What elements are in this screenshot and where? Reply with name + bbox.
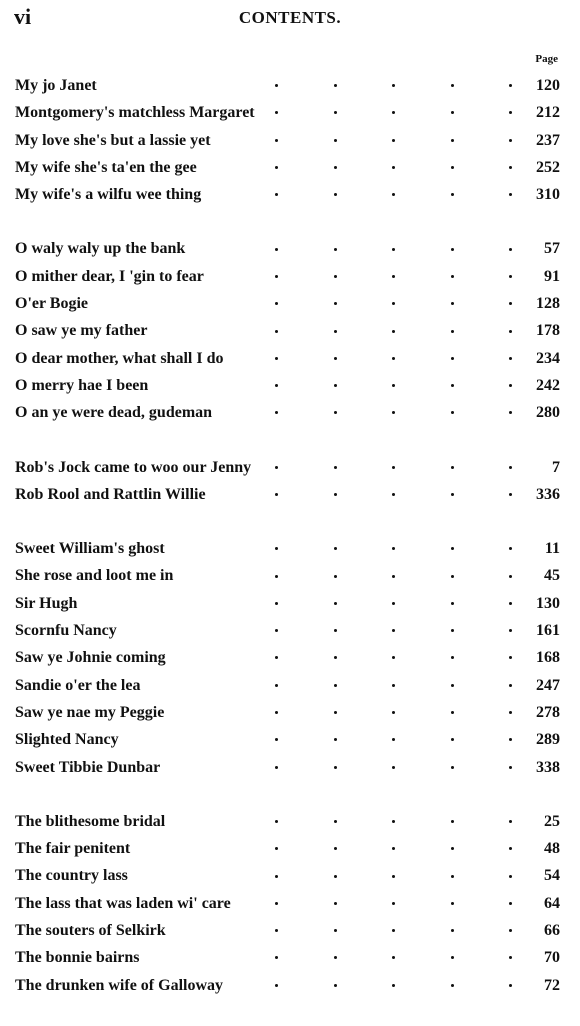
dot-leader [275, 944, 512, 971]
dot-leader [275, 644, 512, 671]
dot-leader [275, 535, 512, 562]
leader-dot [451, 875, 454, 878]
toc-entry [15, 808, 560, 835]
leader-dot [451, 656, 454, 659]
toc-entry-page: 45 [544, 567, 560, 585]
leader-dot [334, 384, 337, 387]
leader-dot [392, 166, 395, 169]
toc-entry-page: 278 [536, 703, 560, 721]
toc-entry [15, 699, 560, 726]
leader-dot [392, 357, 395, 360]
toc-entry-page: 48 [544, 840, 560, 858]
toc-entry-page: 11 [544, 540, 560, 558]
toc-entry [15, 481, 560, 508]
toc-group [15, 535, 560, 781]
toc-entry-page: 289 [536, 731, 560, 749]
toc-entry-title: My wife she's ta'en the gee [15, 158, 197, 176]
toc-entry-page: 25 [544, 812, 560, 830]
toc-entry-title: O an ye were dead, gudeman [15, 404, 213, 422]
dot-leader [275, 590, 512, 617]
leader-dot [334, 466, 337, 469]
leader-dot [392, 738, 395, 741]
leader-dot [275, 875, 278, 878]
toc-group [15, 72, 560, 208]
toc-entry [15, 862, 560, 889]
leader-dot [509, 248, 512, 251]
page-number: vi [14, 4, 32, 29]
leader-dot [392, 275, 395, 278]
toc-entry-title: The souters of Selkirk [15, 922, 166, 940]
leader-dot [392, 602, 395, 605]
leader-dot [451, 193, 454, 196]
leader-dot [451, 166, 454, 169]
leader-dot [392, 466, 395, 469]
leader-dot [392, 902, 395, 905]
leader-dot [334, 629, 337, 632]
toc-entry-page: 247 [536, 676, 560, 694]
toc-entry [15, 672, 560, 699]
leader-dot [392, 929, 395, 932]
toc-entry [15, 562, 560, 589]
leader-dot [451, 575, 454, 578]
leader-dot [509, 493, 512, 496]
leader-dot [392, 847, 395, 850]
leader-dot [334, 711, 337, 714]
dot-leader [275, 290, 512, 317]
toc-entry-title: The lass that was laden wi' care [15, 894, 231, 912]
leader-dot [334, 738, 337, 741]
toc-entry-page: 336 [536, 485, 560, 503]
leader-dot [275, 275, 278, 278]
toc-entry [15, 345, 560, 372]
toc-entry-page: 54 [544, 867, 560, 885]
toc-entry-title: The blithesome bridal [15, 812, 166, 830]
leader-dot [334, 902, 337, 905]
toc-entry [15, 890, 560, 917]
leader-dot [275, 248, 278, 251]
toc-entry-page: 57 [544, 240, 560, 258]
toc-entry-page: 242 [536, 376, 560, 394]
toc-entry-page: 128 [536, 295, 560, 313]
leader-dot [451, 929, 454, 932]
toc-entry-title: The bonnie bairns [15, 949, 140, 967]
leader-dot [451, 248, 454, 251]
leader-dot [334, 357, 337, 360]
leader-dot [451, 847, 454, 850]
leader-dot [392, 84, 395, 87]
leader-dot [451, 466, 454, 469]
leader-dot [392, 656, 395, 659]
leader-dot [275, 629, 278, 632]
dot-leader [275, 726, 512, 753]
leader-dot [451, 984, 454, 987]
leader-dot [334, 684, 337, 687]
leader-dot [509, 275, 512, 278]
leader-dot [392, 248, 395, 251]
toc-entry-title: O dear mother, what shall I do [15, 349, 224, 367]
leader-dot [275, 330, 278, 333]
leader-dot [509, 84, 512, 87]
leader-dot [392, 411, 395, 414]
dot-leader [275, 154, 512, 181]
dot-leader [275, 72, 512, 99]
leader-dot [334, 547, 337, 550]
leader-dot [275, 984, 278, 987]
leader-dot [275, 602, 278, 605]
dot-leader [275, 235, 512, 262]
toc-entry-title: My love she's but a lassie yet [15, 131, 211, 149]
leader-dot [334, 139, 337, 142]
toc-entry [15, 726, 560, 753]
toc-entry-page: 212 [536, 104, 560, 122]
leader-dot [275, 302, 278, 305]
leader-dot [509, 139, 512, 142]
dot-leader [275, 481, 512, 508]
dot-leader [275, 127, 512, 154]
leader-dot [275, 193, 278, 196]
toc-entry [15, 754, 560, 781]
leader-dot [334, 766, 337, 769]
leader-dot [392, 711, 395, 714]
leader-dot [451, 357, 454, 360]
dot-leader [275, 699, 512, 726]
leader-dot [334, 875, 337, 878]
toc-entry-title: Montgomery's matchless Margaret [15, 104, 255, 122]
leader-dot [509, 847, 512, 850]
leader-dot [509, 956, 512, 959]
toc-entry-title: O waly waly up the bank [15, 240, 186, 258]
toc-entry-page: 72 [544, 976, 560, 994]
leader-dot [275, 547, 278, 550]
page-header [14, 4, 566, 32]
leader-dot [275, 956, 278, 959]
dot-leader [275, 263, 512, 290]
toc-entry [15, 944, 560, 971]
leader-dot [451, 766, 454, 769]
leader-dot [509, 984, 512, 987]
leader-dot [334, 166, 337, 169]
toc-entry [15, 399, 560, 426]
leader-dot [275, 766, 278, 769]
leader-dot [275, 411, 278, 414]
toc-entry-page: 234 [536, 349, 560, 367]
toc-entry-title: O'er Bogie [15, 295, 89, 313]
leader-dot [275, 493, 278, 496]
leader-dot [451, 547, 454, 550]
toc-entry [15, 454, 560, 481]
toc-group [15, 454, 560, 509]
toc-entry [15, 972, 560, 999]
leader-dot [509, 357, 512, 360]
leader-dot [334, 411, 337, 414]
toc-entry [15, 535, 560, 562]
toc-entry-page: 338 [536, 758, 560, 776]
toc-entry [15, 263, 560, 290]
toc-entry-title: My wife's a wilfu wee thing [15, 186, 202, 204]
toc-entry-title: O mither dear, I 'gin to fear [15, 267, 204, 285]
leader-dot [451, 139, 454, 142]
leader-dot [392, 984, 395, 987]
toc-entry-title: Slighted Nancy [15, 731, 119, 749]
leader-dot [275, 656, 278, 659]
dot-leader [275, 399, 512, 426]
leader-dot [509, 602, 512, 605]
leader-dot [451, 493, 454, 496]
toc-entry-page: 178 [536, 322, 560, 340]
leader-dot [509, 466, 512, 469]
leader-dot [509, 711, 512, 714]
leader-dot [275, 384, 278, 387]
leader-dot [275, 684, 278, 687]
leader-dot [509, 411, 512, 414]
toc-entry-title: The country lass [15, 867, 128, 885]
toc-entry [15, 127, 560, 154]
toc-entry [15, 154, 560, 181]
leader-dot [451, 738, 454, 741]
leader-dot [392, 575, 395, 578]
toc-entry [15, 181, 560, 208]
leader-dot [392, 111, 395, 114]
leader-dot [451, 711, 454, 714]
leader-dot [275, 738, 278, 741]
toc-entry-title: Rob Rool and Rattlin Willie [15, 485, 206, 503]
dot-leader [275, 454, 512, 481]
leader-dot [275, 166, 278, 169]
leader-dot [451, 275, 454, 278]
toc-entry-title: O merry hae I been [15, 376, 149, 394]
leader-dot [275, 711, 278, 714]
toc-entry-page: 7 [552, 458, 560, 476]
leader-dot [451, 820, 454, 823]
leader-dot [334, 275, 337, 278]
toc-entry-title: The fair penitent [15, 840, 131, 858]
toc-entry [15, 290, 560, 317]
leader-dot [509, 902, 512, 905]
leader-dot [392, 493, 395, 496]
dot-leader [275, 672, 512, 699]
leader-dot [451, 629, 454, 632]
leader-dot [451, 411, 454, 414]
leader-dot [392, 956, 395, 959]
leader-dot [451, 384, 454, 387]
leader-dot [509, 547, 512, 550]
leader-dot [509, 302, 512, 305]
toc-entry-title: Saw ye Johnie coming [15, 649, 166, 667]
toc-entry [15, 317, 560, 344]
toc-entry-page: 66 [544, 922, 560, 940]
toc-entry-title: My jo Janet [15, 77, 97, 94]
leader-dot [392, 629, 395, 632]
toc-entry-title: Saw ye nae my Peggie [15, 703, 165, 721]
leader-dot [451, 902, 454, 905]
dot-leader [275, 972, 512, 999]
dot-leader [275, 99, 512, 126]
dot-leader [275, 890, 512, 917]
leader-dot [509, 111, 512, 114]
toc-entry-page: 310 [536, 186, 560, 204]
toc-entry-title: Sweet William's ghost [15, 540, 165, 558]
toc-entry [15, 590, 560, 617]
dot-leader [275, 835, 512, 862]
dot-leader [275, 754, 512, 781]
leader-dot [275, 84, 278, 87]
toc-entry-title: O saw ye my father [15, 322, 148, 340]
dot-leader [275, 917, 512, 944]
leader-dot [392, 766, 395, 769]
dot-leader [275, 181, 512, 208]
toc-entry [15, 617, 560, 644]
leader-dot [392, 547, 395, 550]
leader-dot [392, 330, 395, 333]
dot-leader [275, 345, 512, 372]
leader-dot [509, 575, 512, 578]
leader-dot [275, 357, 278, 360]
dot-leader [275, 808, 512, 835]
toc-entry-title: Sir Hugh [15, 594, 78, 612]
leader-dot [334, 193, 337, 196]
leader-dot [334, 493, 337, 496]
leader-dot [509, 193, 512, 196]
toc-entry [15, 835, 560, 862]
table-of-contents [15, 72, 560, 1026]
leader-dot [509, 820, 512, 823]
leader-dot [275, 575, 278, 578]
leader-dot [509, 875, 512, 878]
leader-dot [509, 166, 512, 169]
leader-dot [451, 111, 454, 114]
leader-dot [275, 466, 278, 469]
leader-dot [509, 766, 512, 769]
toc-entry [15, 917, 560, 944]
leader-dot [451, 684, 454, 687]
toc-entry-page: 168 [536, 649, 560, 667]
leader-dot [392, 384, 395, 387]
toc-entry-title: Sweet Tibbie Dunbar [15, 758, 161, 776]
toc-entry [15, 372, 560, 399]
leader-dot [392, 875, 395, 878]
leader-dot [334, 248, 337, 251]
toc-entry-page: 161 [536, 622, 560, 640]
toc-entry-page: 91 [544, 267, 560, 285]
leader-dot [334, 330, 337, 333]
leader-dot [509, 656, 512, 659]
toc-entry-title: Sandie o'er the lea [15, 676, 141, 694]
toc-entry-title: The drunken wife of Galloway [15, 976, 224, 994]
dot-leader [275, 372, 512, 399]
toc-group [15, 235, 560, 426]
leader-dot [334, 820, 337, 823]
toc-entry-page: 280 [536, 404, 560, 422]
leader-dot [334, 656, 337, 659]
leader-dot [392, 193, 395, 196]
toc-entry [15, 235, 560, 262]
leader-dot [392, 302, 395, 305]
leader-dot [334, 984, 337, 987]
leader-dot [392, 139, 395, 142]
dot-leader [275, 562, 512, 589]
leader-dot [451, 84, 454, 87]
leader-dot [451, 302, 454, 305]
leader-dot [392, 684, 395, 687]
leader-dot [392, 820, 395, 823]
leader-dot [509, 629, 512, 632]
leader-dot [334, 929, 337, 932]
toc-entry [15, 99, 560, 126]
leader-dot [275, 820, 278, 823]
dot-leader [275, 617, 512, 644]
toc-group [15, 808, 560, 999]
leader-dot [334, 111, 337, 114]
dot-leader [275, 317, 512, 344]
toc-entry [15, 644, 560, 671]
toc-entry-page: 120 [536, 77, 560, 94]
leader-dot [275, 902, 278, 905]
toc-entry-page: 70 [544, 949, 560, 967]
leader-dot [334, 575, 337, 578]
toc-entry-page: 64 [544, 894, 560, 912]
leader-dot [334, 302, 337, 305]
toc-entry-title: She rose and loot me in [15, 567, 174, 585]
running-title: CONTENTS. [238, 8, 342, 27]
toc-entry-title: Rob's Jock came to woo our Jenny [15, 458, 252, 476]
toc-entry-title: Scornfu Nancy [15, 622, 117, 640]
leader-dot [334, 956, 337, 959]
leader-dot [334, 847, 337, 850]
toc-entry [15, 72, 560, 99]
leader-dot [334, 84, 337, 87]
leader-dot [509, 738, 512, 741]
leader-dot [451, 330, 454, 333]
leader-dot [275, 111, 278, 114]
leader-dot [275, 847, 278, 850]
leader-dot [275, 139, 278, 142]
page-column-heading: Page [535, 53, 558, 65]
leader-dot [275, 929, 278, 932]
leader-dot [509, 330, 512, 333]
leader-dot [451, 602, 454, 605]
dot-leader [275, 862, 512, 889]
toc-entry-page: 130 [536, 594, 560, 612]
leader-dot [509, 384, 512, 387]
leader-dot [509, 684, 512, 687]
toc-entry-page: 252 [536, 158, 560, 176]
leader-dot [334, 602, 337, 605]
leader-dot [509, 929, 512, 932]
toc-entry-page: 237 [536, 131, 560, 149]
leader-dot [451, 956, 454, 959]
